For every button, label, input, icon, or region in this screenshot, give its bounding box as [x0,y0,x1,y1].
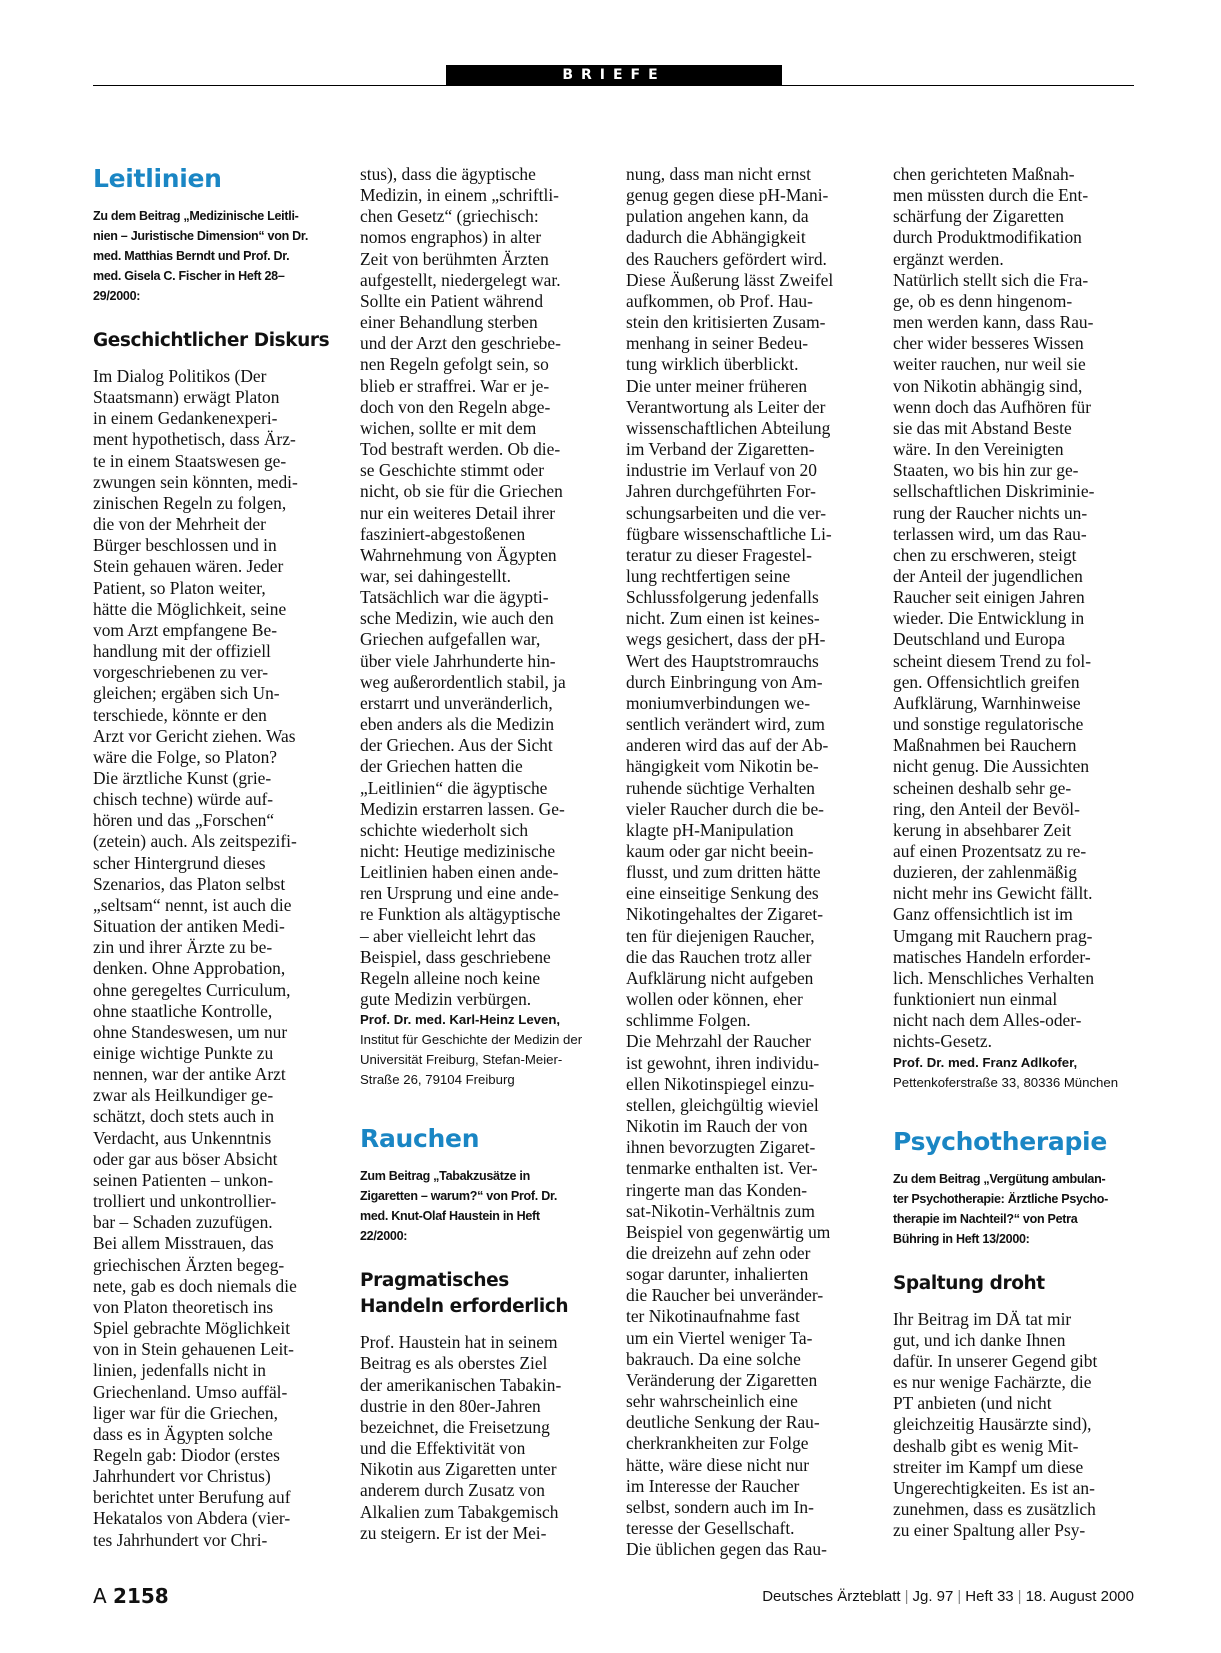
article-body-continued: chen gerichteten Maßnah- men müssten durch die Ent- schärfung der Zigaretten durch Produktmodifikation ergänzt werden. Natürlich stellt sich die Fra- ge, ob es denn hingenom- men werden kann, dass Rau- cher wider besseres Wissen weiter rauchen, nur weil sie von Nikotin abhängig sind, wenn doch das Aufhören für sie das mit Abstand Beste wäre. In den Vereinigten Staaten, wo bis hin zur ge- sellschaftlichen Diskriminie- rung der Raucher nichts un- terlassen wird, um das Rau- chen zu erschweren, steigt der Anteil der jugendlichen Raucher seit einigen Jahren wieder. Die Entwicklung in Deutschland und Europa scheint diesem Trend zu fol- gen. Offensichtlich greifen Aufklärung, Warnhinweise und sonstige regulatorische Maßnahmen bei Rauchern nicht genug. Die Aussichten scheinen deshalb sehr ge- ring, den Anteil der Bevöl- kerung in absehbarer Zeit auf einen Prozentsatz zu re- duzieren, der zahlenmäßig nicht mehr ins Gewicht fällt. Ganz offensichtlich ist im Umgang mit Rauchern prag- matisches Handeln erforder- lich. Menschliches Verhalten funktioniert nun einmal nicht nach dem Alles-oder- nichts-Gesetz. [893,164,1095,1052]
article-reference: Zum Beitrag „Tabakzusätze in Zigaretten – warum?“ von Prof. Dr. med. Knut-Olaf Haustein in Heft 22/2000: [360,1168,558,1244]
column-4 [893,164,1131,1541]
journal-issue: Heft 33 [965,1588,1014,1605]
page-prefix: A [93,1584,107,1608]
section-title-leitlinien: Leitlinien [93,164,222,193]
article-body: Ihr Beitrag im DÄ tat mir gut, und ich danke Ihnen dafür. In unserer Gegend gibt es nur wenige Fachärzte, die PT anbieten (und nicht gleichzeitig Hausärzte sind), deshalb gibt es wenig Mit- streiter im Kampf um diese Ungerechtigkeiten. Es ist an- zunehmen, dass es zusätzlich zu einer Spaltung aller Psy- [893,1308,1098,1541]
page-number [93,1584,169,1608]
journal-volume: Jg. 97 [912,1588,954,1605]
column-1 [93,164,331,1551]
article-headline: Spaltung droht [893,1272,1045,1294]
journal-date: 18. August 2000 [1025,1588,1134,1605]
article-headline: Pragmatisches Handeln erforderlich [360,1270,569,1318]
journal-name: Deutsches Ärzteblatt [762,1588,901,1605]
article-reference: Zu dem Beitrag „Medizinische Leitli-nien – Juristische Dimension“ von Dr. med. Matthias Berndt und Prof. Dr. med. Gisela C. Fischer in Heft 28–29/2000: [93,208,309,303]
author-name: Prof. Dr. med. Franz Adlkofer, [893,1054,1078,1070]
section-title-rauchen: Rauchen [360,1124,480,1154]
column-3 [626,164,864,1560]
author-name: Prof. Dr. med. Karl-Heinz Leven, [360,1012,561,1028]
article-body: Im Dialog Politikos (Der Staatsmann) erwägt Platon in einem Gedankenexperi- ment hypothetisch, dass Ärz- te in einem Staatswesen ge- zwungen sein könnten, medi- zinischen Regeln zu folgen, die von der Mehrheit der Bürger beschlossen und in Stein gehauen wären. Jeder Patient, so Platon weiter, hätte die Möglichkeit, seine vom Arzt empfangene Be- handlung mit der offiziell vorgeschriebenen zu ver- gleichen; ergäben sich Un- terschiede, könnte er den Arzt vor Gericht ziehen. Was wäre die Folge, so Platon? Die ärztliche Kunst (grie- chisch techne) würde auf- hören und das „Forschen“ (zetein) auch. Als zeitspezifi- scher Hintergrund dieses Szenarios, das Platon selbst „seltsam“ nennt, ist auch die Situation der antiken Medi- zin und ihrer Ärzte zu be- denken. Ohne Approbation, ohne geregeltes Curriculum, ohne staatliche Kontrolle, ohne Standeswesen, um nur einige wichtige Punkte zu nennen, war der antike Arzt zwar als Heilkundiger ge- schätzt, doch stets auch in Verdacht, aus Unkenntnis oder gar aus böser Absicht seinen Patienten – unkon- trolliert und unkontrollier- bar – Schaden zuzufügen. Bei allem Misstrauen, das griechischen Ärzten begeg- nete, gab es doch niemals die von Platon theoretisch ins Spiel gebrachte Möglichkeit von in Stein gehauenen Leit- linien, jedenfalls nicht in Griechenland. Umso auffäl- liger war für die Griechen, dass es in Ägypten solche Regeln gab: Diodor (erstes Jahrhundert vor Christus) berichtet unter Berufung auf Hekatalos von Abdera (vier- tes Jahrhundert vor Chri- [93,366,298,1550]
journal-footer: Deutsches Ärzteblatt | Jg. 97 | Heft 33 | 18. August 2000 [762,1588,1134,1605]
author-address: Institut für Geschichte der Medizin der Universität Freiburg, Stefan-Meier- Straße 26, 79104 Freiburg [360,1032,583,1088]
page-number-value: 2158 [113,1584,169,1608]
article-body: Prof. Haustein hat in seinem Beitrag es als oberstes Ziel der amerikanischen Tabakin- dustrie in den 80er-Jahren bezeichnet, die Freisetzung und die Effektivität von Nikotin aus Zigaretten unter anderem durch Zusatz von Alkalien zum Tabakgemisch zu steigern. Er ist der Mei- [360,1332,562,1543]
article-body-continued: stus), dass die ägyptische Medizin, in einem „schriftli- chen Gesetz“ (griechisch: nomos engraphos) in alter Zeit von berühmten Ärzten aufgestellt, niedergelegt war. Sollte ein Patient während einer Behandlung sterben und der Arzt den geschriebe- nen Regeln gefolgt sein, so blieb er straffrei. War er je- doch von den Regeln abge- wichen, sollte er mit dem Tod bestraft werden. Ob die- se Geschichte stimmt oder nicht, ob sie für die Griechen nur ein weiteres Detail ihrer fasziniert-abgestoßenen Wahrnehmung von Ägypten war, sei dahingestellt. Tatsächlich war die ägypti- sche Medizin, wie auch den Griechen aufgefallen war, über viele Jahrhunderte hin- weg außerordentlich stabil, ja erstarrt und unveränderlich, eben anders als die Medizin der Griechen. Aus der Sicht der Griechen hatten die „Leitlinien“ die ägyptische Medizin erstarren lassen. Ge- schichte wiederholt sich nicht: Heutige medizinische Leitlinien haben einen ande- ren Ursprung und eine ande- re Funktion als altägyptische – aber vielleicht lehrt das Beispiel, dass geschriebene Regeln alleine noch keine gute Medizin verbürgen. [360,164,566,1010]
section-title-psychotherapie: Psychotherapie [893,1126,1107,1156]
article-reference: Zu dem Beitrag „Vergütung ambulan-ter Psychotherapie: Ärztliche Psycho-therapie im Nachteil?“ von Petra Bühring in Heft 13/2000: [893,1170,1109,1246]
article-headline: Geschichtlicher Diskurs [93,330,330,351]
article-body-continued: nung, dass man nicht ernst genug gegen diese pH-Mani- pulation angehen kann, da dadurch die Abhängigkeit des Rauchers gefördert wird. Diese Äußerung lässt Zweifel aufkommen, ob Prof. Hau- stein den kritisierten Zusam- menhang in seiner Bedeu- tung wirklich überblickt. Die unter meiner früheren Verantwortung als Leiter der wissenschaftlichen Abteilung im Verband der Zigaretten- industrie im Verlauf von 20 Jahren durchgeführten For- schungsarbeiten und die ver- fügbare wissenschaftliche Li- teratur zu dieser Fragestel- lung rechtfertigen seine Schlussfolgerung jedenfalls nicht. Zum einen ist keines- wegs gesichert, dass der pH- Wert des Hauptstromrauchs durch Einbringung von Am- moniumverbindungen we- sentlich verändert wird, zum anderen wird das auf der Ab- hängigkeit vom Nikotin be- ruhende süchtige Verhalten vieler Raucher durch die be- klagte pH-Manipulation kaum oder gar nicht beein- flusst, und zum dritten hätte eine einseitige Senkung des Nikotingehaltes der Zigaret- ten für diejenigen Raucher, die das Rauchen trotz aller Aufklärung nicht aufgeben wollen oder können, eher schlimme Folgen. Die Mehrzahl der Raucher ist gewohnt, ihren individu- ellen Nikotinspiegel einzu- stellen, gleichgültig wieviel Nikotin im Rauch der von ihnen bevorzugten Zigaret- tenmarke enthalten ist. Ver- ringerte man das Konden- sat-Nikotin-Verhältnis zum Beispiel von gegenwärtig um die dreizehn auf zehn oder sogar darunter, inhalierten die Raucher bei unveränder- ter Nikotinaufnahme fast um ein Viertel weniger Ta- bakrauch. Da eine solche Veränderung der Zigaretten sehr wahrscheinlich eine deutliche Senkung der Rau- cherkrankheiten zur Folge hätte, wäre diese nicht nur im Interesse der Raucher selbst, sondern auch im In- teresse der Gesellschaft. Die üblichen gegen das Rau- [626,164,834,1560]
column-2 [360,164,598,1544]
section-label: BRIEFE [446,65,782,86]
author-address: Pettenkoferstraße 33, 80336 München [893,1074,1119,1090]
